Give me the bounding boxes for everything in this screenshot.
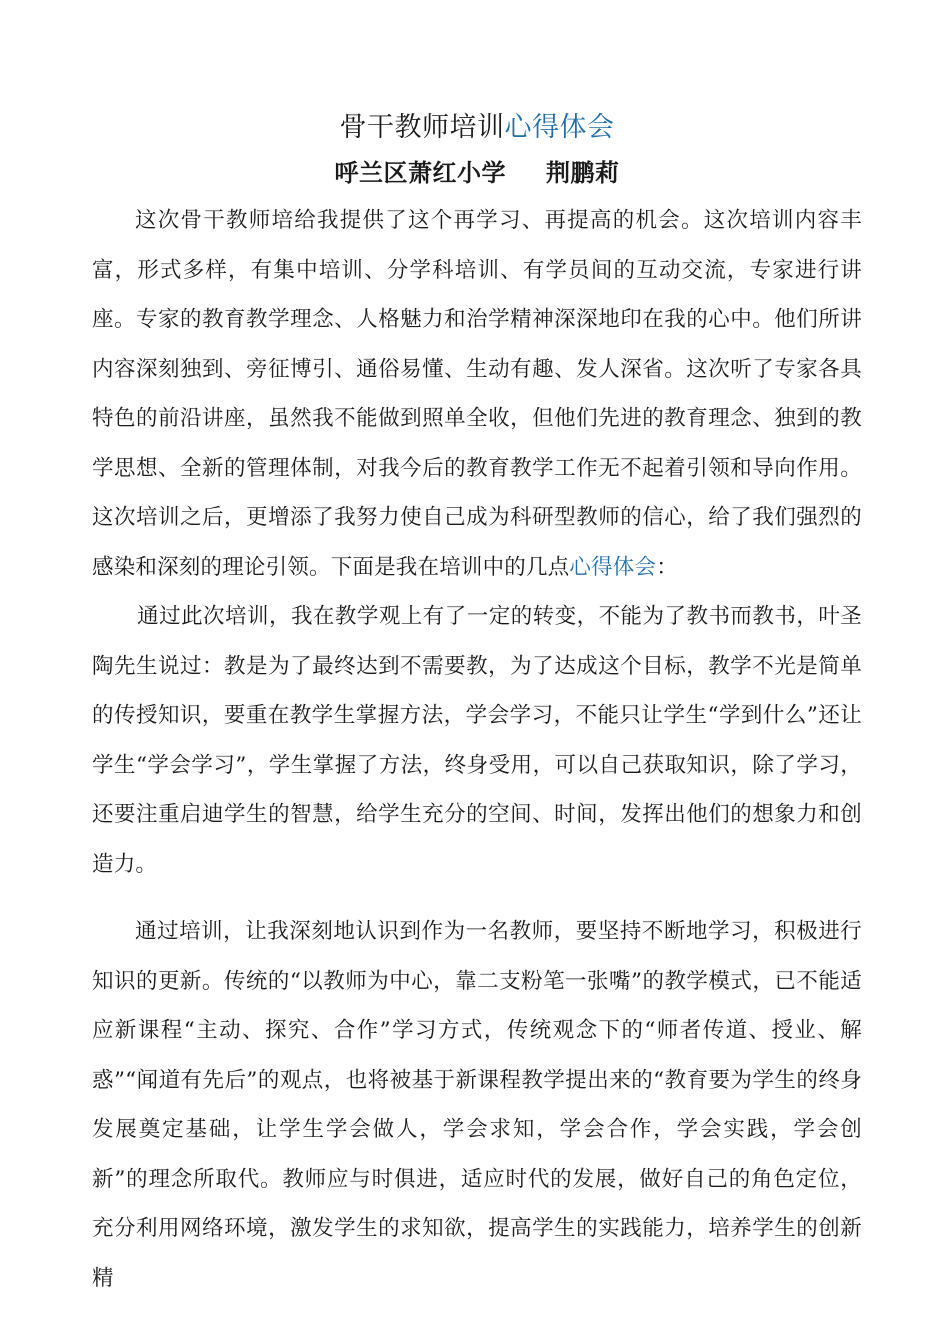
title-main: 骨干教师培训 (339, 112, 505, 143)
paragraph-2: 通过此次培训，我在教学观上有了一定的转变，不能为了教书而教书，叶圣陶先生说过：教是为了最终达到不需要教，为了达成这个目标，教学不光是简单的传授知识，要重在教学生掌握方法，学会学习，不能只让学生“学到什么”还让学生“学会学习”，学生掌握了方法，终身受用，可以自己获取知识，除了学习，还要注重启迪学生的智慧，给学生充分的空间、时间，发挥出他们的想象力和创造力。 (92, 604, 862, 877)
paragraph-1-link[interactable]: 心得体会 (569, 554, 657, 580)
author-line (92, 154, 862, 192)
paragraph-1-end: ： (656, 554, 678, 580)
author-name: 荆鹏莉 (546, 158, 620, 187)
paragraph-1 (92, 196, 862, 592)
title-link[interactable]: 心得体会 (504, 112, 615, 143)
document-title (92, 108, 862, 148)
paragraph-1-text: 这次骨干教师培给我提供了这个再学习、再提高的机会。这次培训内容丰富，形式多样，有集中培训、分学科培训、有学员间的互动交流，专家进行讲座。专家的教育教学理念、人格魅力和治学精神深深地印在我的心中。他们所讲内容深刻独到、旁征博引、通俗易懂、生动有趣、发人深省。这次听了专家各具特色的前沿讲座，虽然我不能做到照单全收，但他们先进的教育理念、独到的教学思想、全新的管理体制，对我今后的教育教学工作无不起着引领和导向作用。这次培训之后，更增添了我努力使自己成为科研型教师的信心，给了我们强烈的感染和深刻的理论引领。下面是我在培训中的几点 (92, 208, 862, 580)
author-school: 呼兰区萧红小学 (334, 158, 506, 187)
paragraph-3: 通过培训，让我深刻地认识到作为一名教师，要坚持不断地学习，积极进行知识的更新。传统的“以教师为中心，靠二支粉笔一张嘴”的教学模式，已不能适应新课程“主动、探究、合作”学习方式，传统观念下的“师者传道、授业、解惑”“闻道有先后”的观点，也将被基于新课程教学提出来的“教育要为学生的终身发展奠定基础，让学生学会做人，学会求知，学会合作，学会实践，学会创新”的理念所取代。教师应与时俱进，适应时代的发展，做好自己的角色定位，充分利用网络环境，激发学生的求知欲，提高学生的实践能力，培养学生的创新精 (92, 919, 862, 1291)
